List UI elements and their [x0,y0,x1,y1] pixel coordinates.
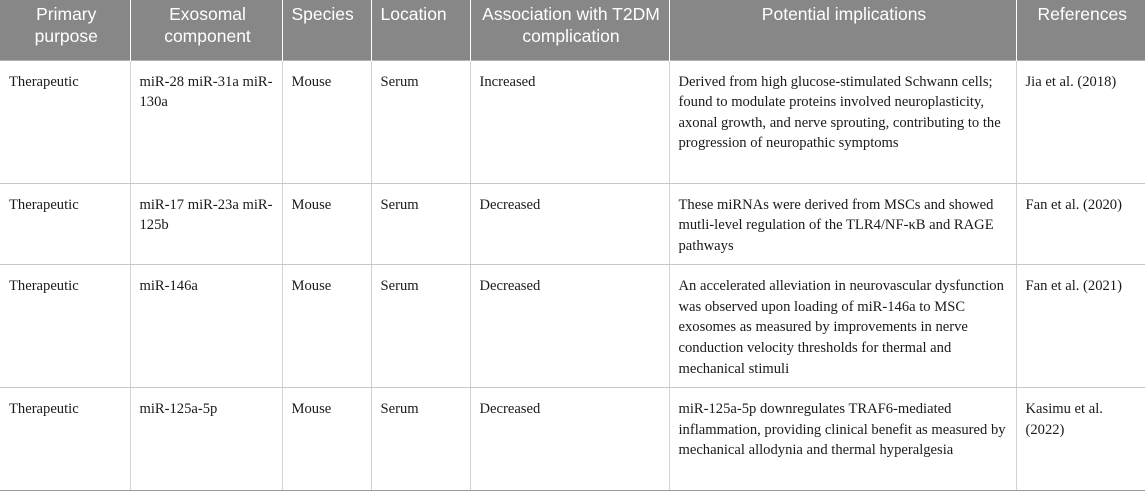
header-exosomal-component: Exosomal component [130,0,282,60]
cell-purpose: Therapeutic [0,60,130,183]
table-row [0,265,1145,388]
cell-purpose: Therapeutic [0,265,130,388]
cell-reference: Jia et al. (2018) [1016,60,1145,183]
header-potential-implications: Potential implications [669,0,1016,60]
cell-implications: These miRNAs were derived from MSCs and showed mutli-level regulation of the TLR4/NF-κB and RAGE pathways [669,183,1016,265]
cell-species: Mouse [282,60,371,183]
cell-implications: miR-125a-5p downregulates TRAF6-mediated inflammation, providing clinical benefit as measured by mechanical allodynia and thermal hyperalgesia [669,388,1016,491]
header-location: Location [371,0,470,60]
cell-component: miR-17 miR-23a miR-125b [130,183,282,265]
table-row [0,60,1145,183]
cell-location: Serum [371,60,470,183]
table-header [0,0,1145,60]
cell-association: Decreased [470,265,669,388]
header-primary-purpose: Primary purpose [0,0,130,60]
cell-location: Serum [371,183,470,265]
cell-association: Increased [470,60,669,183]
cell-component: miR-125a-5p [130,388,282,491]
cell-reference: Fan et al. (2021) [1016,265,1145,388]
cell-location: Serum [371,265,470,388]
table-body [0,60,1145,491]
cell-component: miR-28 miR-31a miR-130a [130,60,282,183]
cell-association: Decreased [470,183,669,265]
cell-implications: Derived from high glucose-stimulated Schwann cells; found to modulate proteins involved neuroplasticity, axonal growth, and nerve sprouting, contributing to the progression of neuropathic symptoms [669,60,1016,183]
cell-reference: Kasimu et al. (2022) [1016,388,1145,491]
cell-purpose: Therapeutic [0,183,130,265]
cell-location: Serum [371,388,470,491]
cell-species: Mouse [282,388,371,491]
header-species: Species [282,0,371,60]
cell-reference: Fan et al. (2020) [1016,183,1145,265]
table-row [0,388,1145,491]
header-association: Association with T2DM complication [470,0,669,60]
cell-purpose: Therapeutic [0,388,130,491]
header-references: References [1016,0,1145,60]
cell-component: miR-146a [130,265,282,388]
cell-species: Mouse [282,183,371,265]
cell-association: Decreased [470,388,669,491]
cell-implications: An accelerated alleviation in neurovascular dysfunction was observed upon loading of miR-146a to MSC exosomes as measured by improvements in nerve conduction velocity thresholds for thermal and mechanical stimuli [669,265,1016,388]
table-row [0,183,1145,265]
cell-species: Mouse [282,265,371,388]
header-row [0,0,1145,60]
